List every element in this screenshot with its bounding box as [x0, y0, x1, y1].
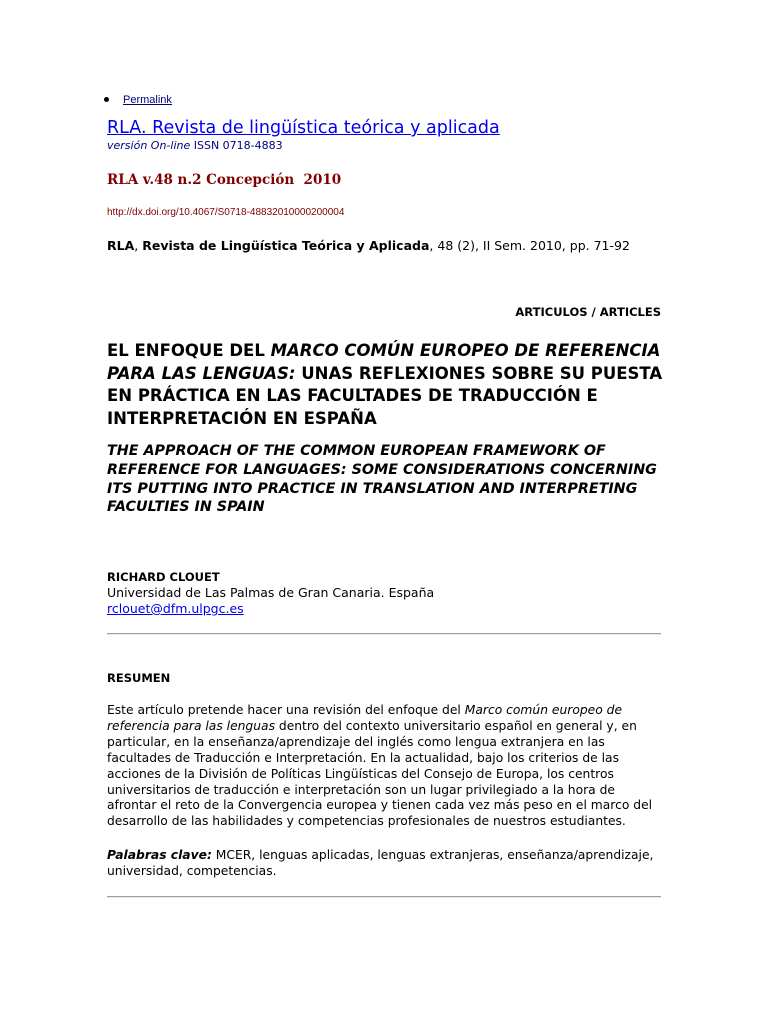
issn-text: ISSN 0718-4883	[193, 139, 283, 152]
article-title-english: THE APPROACH OF THE COMMON EUROPEAN FRAMEWORK OF REFERENCE FOR LANGUAGES: SOME CONSIDERATIONS CONCERNING ITS PUTTING INTO PRACTICE IN TRANSLATION AND INTERPRETING FACULTIES IN SPAIN	[107, 443, 657, 516]
doi-text: http://dx.doi.org/10.4067/S0718-48832010000200004	[107, 207, 345, 218]
section-label: ARTICULOS / ARTICLES	[515, 305, 661, 319]
author-email-link[interactable]: rclouet@dfm.ulpgc.es	[107, 601, 244, 616]
journal-title-link[interactable]: RLA. Revista de lingüística teórica y aplicada	[107, 118, 500, 138]
keywords-list: MCER, lenguas aplicadas, lenguas extranjeras, enseñanza/aprendizaje, universidad, competencias.	[107, 848, 654, 878]
issue-info: RLA v.48 n.2 Concepción 2010	[107, 172, 342, 188]
abstract-text	[107, 703, 667, 830]
divider-bottom	[107, 896, 661, 898]
resumen-heading: RESUMEN	[107, 671, 171, 685]
issn-line	[107, 139, 283, 153]
author-name: RICHARD CLOUET	[107, 570, 220, 584]
divider-top	[107, 633, 661, 635]
title-es-part2: UNAS REFLEXIONES SOBRE SU PUESTA EN PRÁCTICA EN LAS FACULTADES DE TRADUCCIÓN E INTERPRETACIÓN EN ESPAÑA	[107, 363, 663, 428]
bullet-icon	[104, 97, 109, 102]
title-es-italic: MARCO COMÚN EUROPEO DE REFERENCIA PARA LAS LENGUAS:	[107, 341, 661, 383]
keywords	[107, 848, 667, 880]
abstract-before: Este artículo pretende hacer una revisión del enfoque del	[107, 703, 465, 717]
citation-line: RLA, Revista de Lingüística Teórica y Aplicada, 48 (2), II Sem. 2010, pp. 71-92	[107, 238, 630, 253]
permalink-link[interactable]: Permalink	[123, 94, 172, 106]
abstract-italic: Marco común europeo de referencia para las lenguas	[107, 703, 623, 733]
version-label: versión	[107, 139, 148, 152]
article-title-spanish	[107, 340, 667, 430]
citation-journal-full: Revista de Lingüística Teórica y Aplicada	[142, 238, 430, 253]
keywords-label: Palabras clave:	[107, 848, 212, 862]
author-block	[107, 569, 434, 617]
author-affiliation: Universidad de Las Palmas de Gran Canaria. España	[107, 585, 435, 600]
online-label: On-line	[150, 139, 191, 152]
permalink-row	[104, 93, 172, 107]
abstract-after: dentro del contexto universitario español en general y, en particular, en la enseñanza/aprendizaje del inglés como lengua extranjera en las facultades de Traducción e Interpretación. En la actualidad, bajo los criterios de las acciones de la División de Políticas Lingüísticas del Consejo de Europa, los centros universitarios de traducción e interpretación son un lugar privilegiado a la hora de afrontar el reto de la Convergencia europea y tienen cada vez más peso en el marco del desarrollo de las habilidades y competencias profesionales de nuestros estudiantes.	[107, 718, 653, 829]
citation-details: , 48 (2), II Sem. 2010, pp. 71-92	[429, 238, 630, 253]
title-es-part1: EL ENFOQUE DEL	[107, 341, 271, 360]
citation-journal-short: RLA	[107, 238, 135, 253]
